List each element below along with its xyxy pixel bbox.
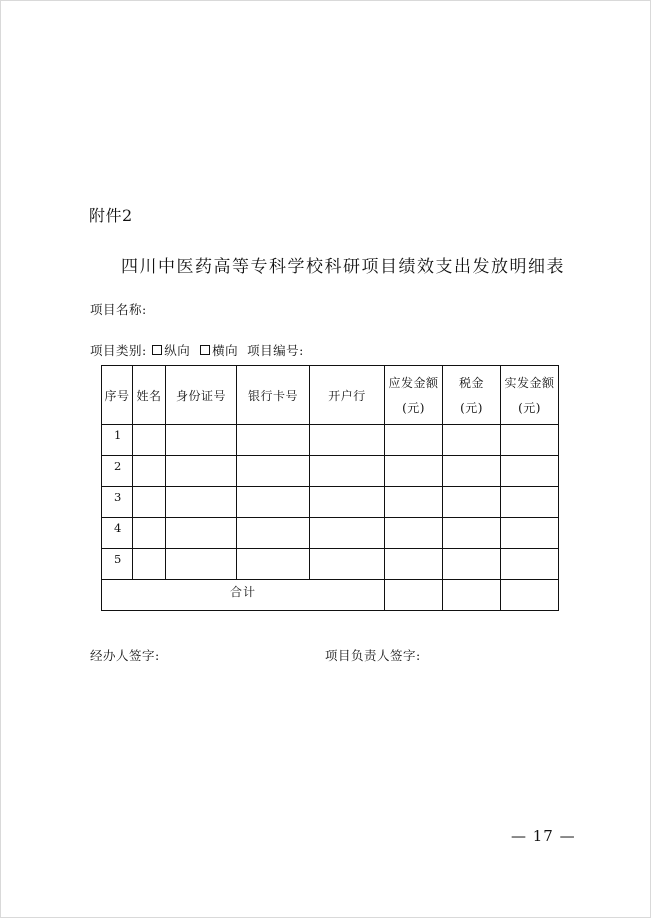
document-title: 四川中医药高等专科学校科研项目绩效支出发放明细表 — [121, 257, 565, 277]
tax-cell[interactable] — [443, 425, 501, 456]
name-cell[interactable] — [133, 549, 166, 580]
total-label-cell: 合计 — [102, 580, 385, 611]
net-amount-unit: (元) — [518, 401, 541, 415]
gross-amount-cell[interactable] — [385, 456, 443, 487]
table-row — [102, 487, 559, 518]
net-amount-label: 实发金额 — [504, 376, 555, 390]
table-row — [102, 549, 559, 580]
bank-cell[interactable] — [310, 456, 385, 487]
bank-card-cell[interactable] — [237, 456, 310, 487]
id-card-cell[interactable] — [166, 549, 237, 580]
horizontal-checkbox[interactable] — [200, 345, 210, 355]
net-amount-cell[interactable] — [501, 456, 559, 487]
gross-amount-cell[interactable] — [385, 549, 443, 580]
gross-amount-cell[interactable] — [385, 487, 443, 518]
id-card-cell[interactable] — [166, 487, 237, 518]
net-amount-cell[interactable] — [501, 549, 559, 580]
bank-card-cell[interactable] — [237, 518, 310, 549]
col-header-net-amount — [501, 366, 559, 425]
bank-cell[interactable] — [310, 518, 385, 549]
bank-card-cell[interactable] — [237, 549, 310, 580]
table-row — [102, 425, 559, 456]
row-seq-cell: 4 — [102, 518, 133, 549]
tax-cell[interactable] — [443, 487, 501, 518]
project-name-field — [90, 300, 147, 318]
page-number: — 17 — — [511, 827, 576, 845]
col-header-id-card: 身份证号 — [166, 366, 237, 425]
col-header-seq: 序号 — [102, 366, 133, 425]
id-card-cell[interactable] — [166, 425, 237, 456]
name-cell[interactable] — [133, 456, 166, 487]
name-cell[interactable] — [133, 518, 166, 549]
tax-unit: (元) — [460, 401, 483, 415]
gross-amount-unit: (元) — [402, 401, 425, 415]
row-seq-cell: 2 — [102, 456, 133, 487]
total-gross-amount-cell[interactable] — [385, 580, 443, 611]
id-card-cell[interactable] — [166, 456, 237, 487]
gross-amount-label: 应发金额 — [388, 376, 439, 390]
name-cell[interactable] — [133, 425, 166, 456]
leader-signature-label: 项目负责人签字: — [325, 648, 421, 663]
table-row — [102, 518, 559, 549]
bank-card-cell[interactable] — [237, 425, 310, 456]
name-cell[interactable] — [133, 487, 166, 518]
col-header-name: 姓名 — [133, 366, 166, 425]
row-seq-cell: 3 — [102, 487, 133, 518]
tax-label: 税金 — [458, 376, 484, 390]
row-seq-cell: 5 — [102, 549, 133, 580]
project-name-label: 项目名称: — [90, 302, 147, 317]
table-row — [102, 456, 559, 487]
tax-cell[interactable] — [443, 518, 501, 549]
bank-cell[interactable] — [310, 549, 385, 580]
project-number-label: 项目编号: — [247, 343, 304, 358]
net-amount-cell[interactable] — [501, 487, 559, 518]
tax-cell[interactable] — [443, 456, 501, 487]
net-amount-cell[interactable] — [501, 425, 559, 456]
col-header-bank: 开户行 — [310, 366, 385, 425]
attachment-label: 附件2 — [89, 206, 133, 225]
col-header-bank-card: 银行卡号 — [237, 366, 310, 425]
vertical-option-label: 纵向 — [164, 343, 191, 358]
vertical-checkbox[interactable] — [152, 345, 162, 355]
bank-card-cell[interactable] — [237, 487, 310, 518]
project-type-field — [90, 341, 304, 359]
total-net-amount-cell[interactable] — [501, 580, 559, 611]
net-amount-cell[interactable] — [501, 518, 559, 549]
tax-cell[interactable] — [443, 549, 501, 580]
table-total-row — [102, 580, 559, 611]
col-header-tax — [443, 366, 501, 425]
bank-cell[interactable] — [310, 425, 385, 456]
table-header-row — [102, 366, 559, 425]
project-type-label: 项目类别: — [90, 343, 147, 358]
gross-amount-cell[interactable] — [385, 425, 443, 456]
id-card-cell[interactable] — [166, 518, 237, 549]
bank-cell[interactable] — [310, 487, 385, 518]
payment-detail-table — [101, 365, 559, 611]
horizontal-option-label: 横向 — [212, 343, 239, 358]
row-seq-cell: 1 — [102, 425, 133, 456]
col-header-gross-amount — [385, 366, 443, 425]
handler-signature-label: 经办人签字: — [90, 648, 160, 663]
total-tax-cell[interactable] — [443, 580, 501, 611]
gross-amount-cell[interactable] — [385, 518, 443, 549]
